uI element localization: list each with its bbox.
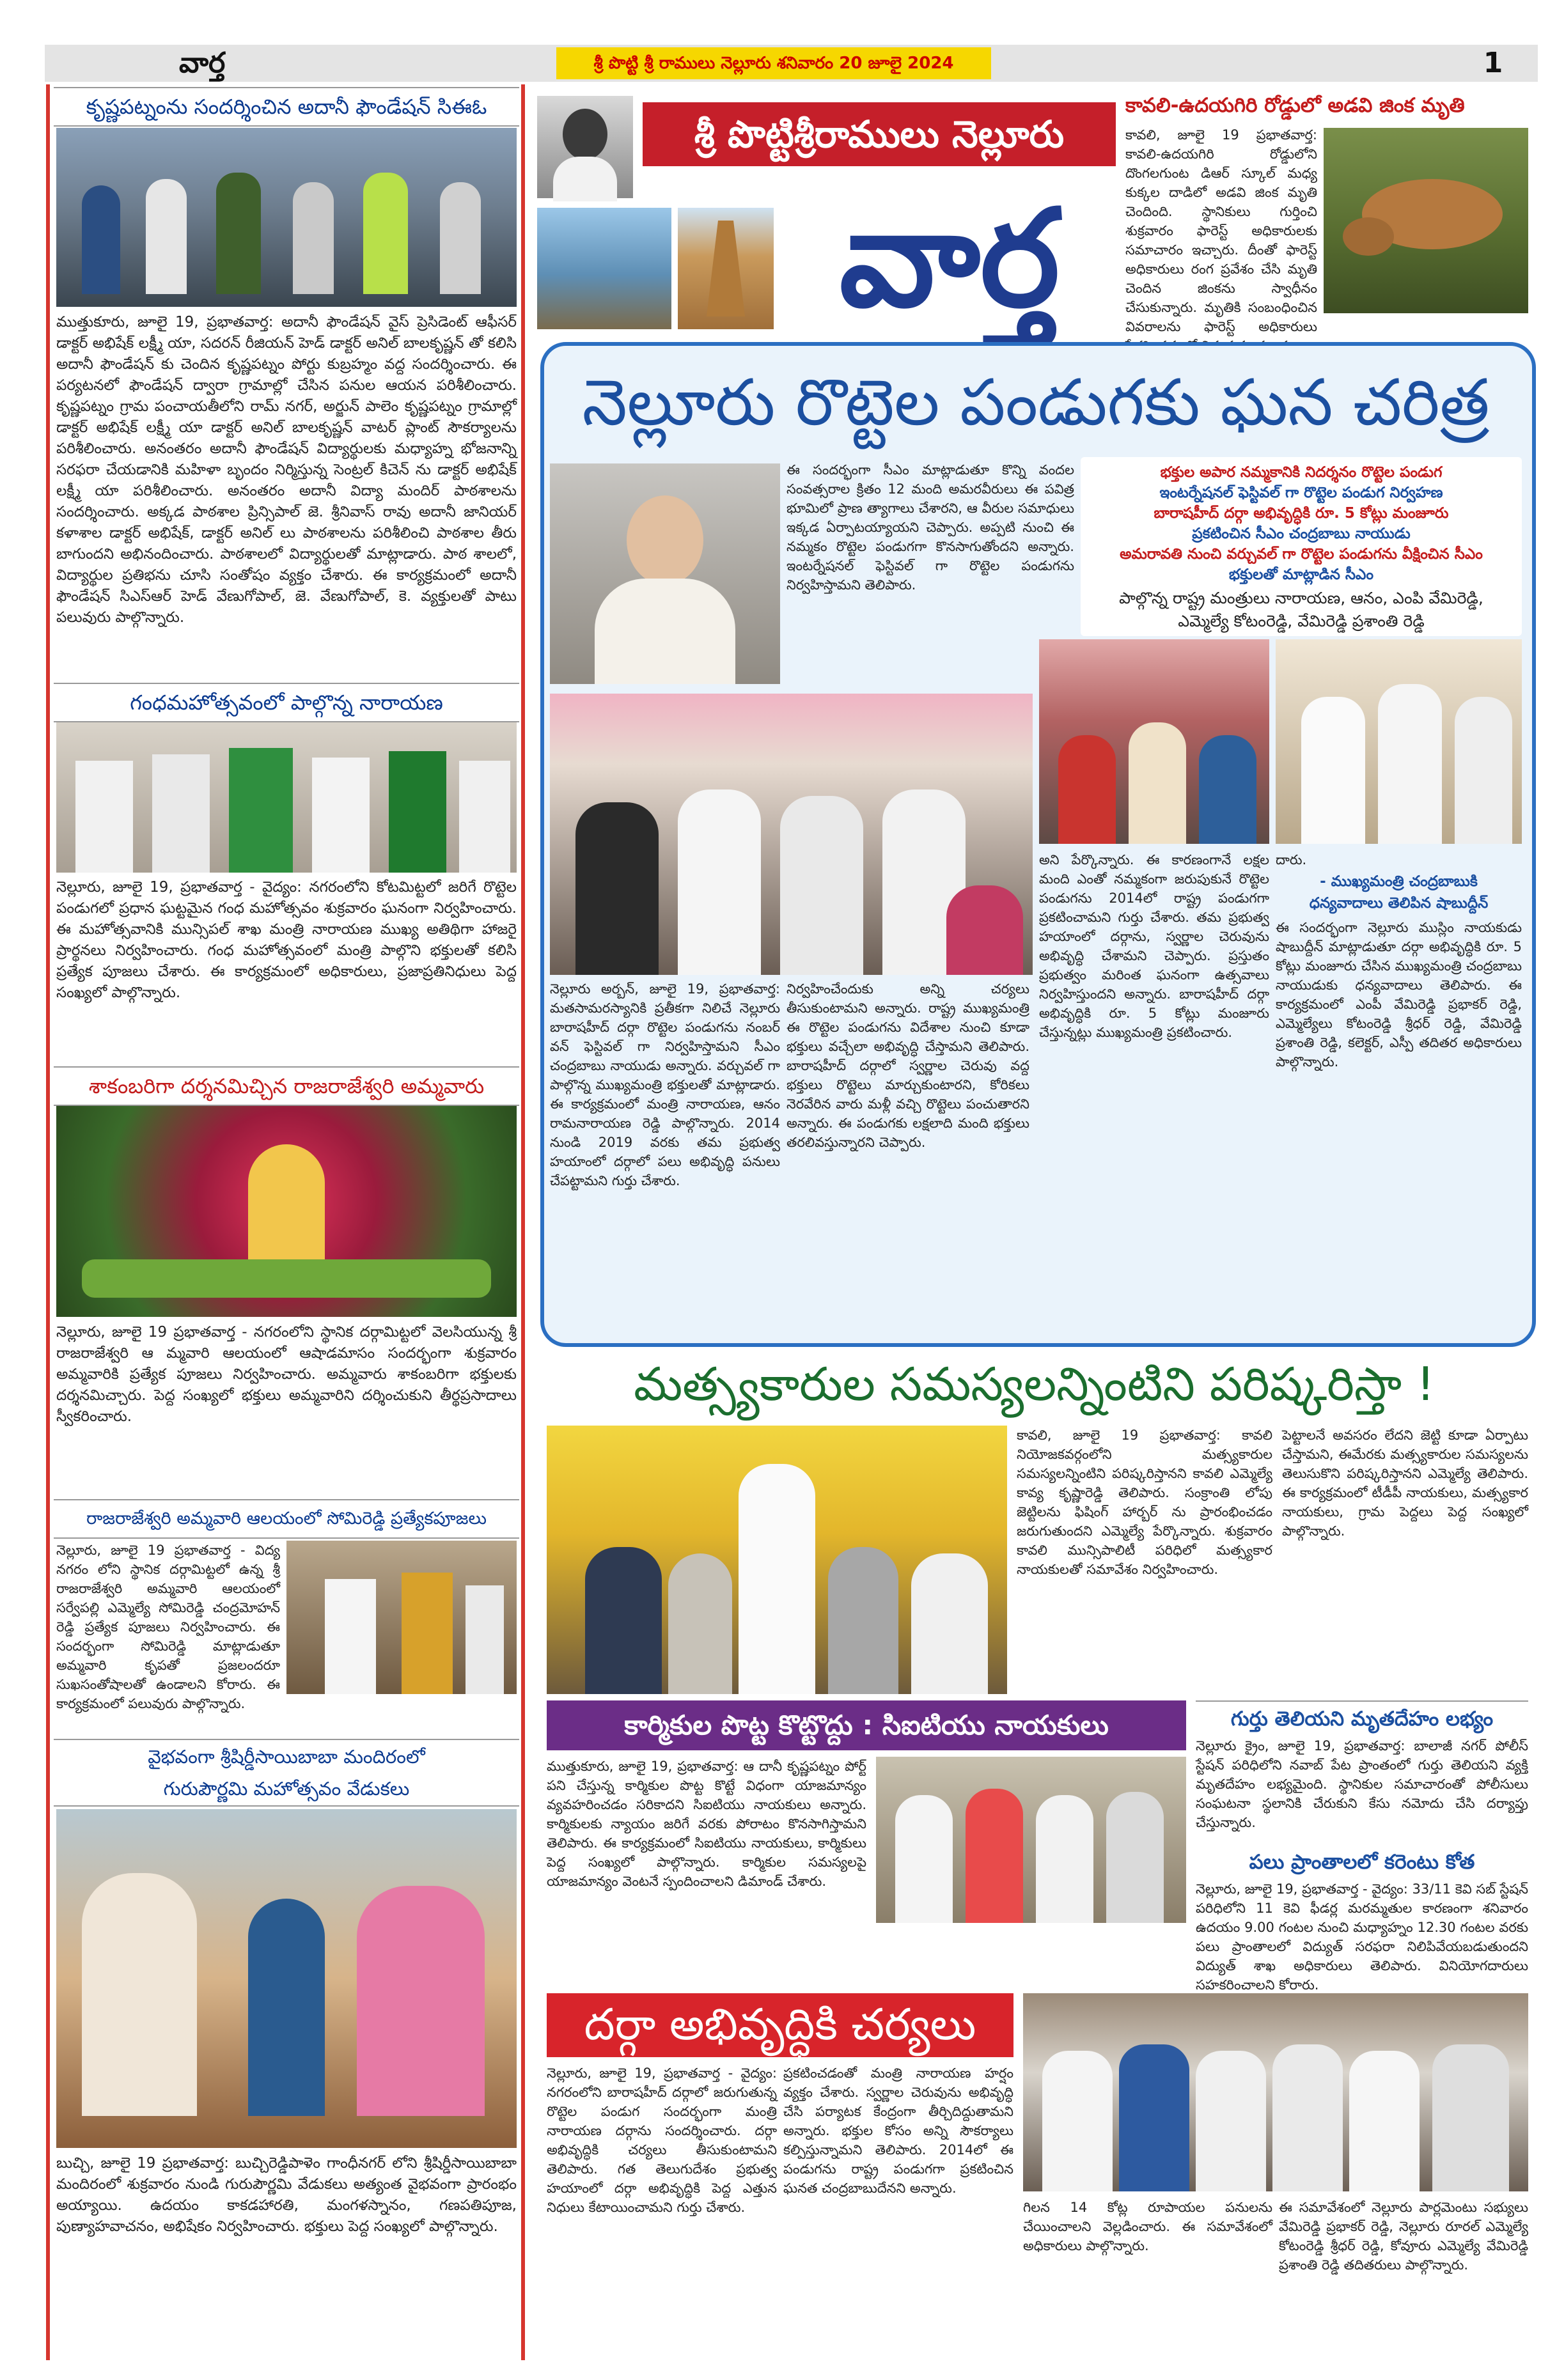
lead-story-col1: నెల్లూరు అర్బన్, జూలై 19, ప్రభాతవార్త: మతసామరస్యానికి ప్రతీకగా నిలిచే నెల్లూరు బారాషహీద్ దర్గా రొట్టెల పండుగను నంబర్ వన్ ఫెస్టివల్ గా నిర్వహిస్తామని సీఎం చంద్రబాబు నాయుడు అన్నారు. వర్చువల్ గా పాల్గొన్న ముఖ్యమంత్రి భక్తులతో మాట్లాడారు. ఈ కార్యక్రమంలో మంత్రి నారాయణ, ఆనం రామనారాయణ రెడ్డి పాల్గొన్నారు. 2014 నుండి 2019 వరకు తమ ప్రభుత్వ హయాంలో దర్గాలో పలు అభివృద్ధి పనులు చేపట్టామని గుర్తు చేశారు. — [550, 981, 780, 1188]
somireddy-story-body: నెల్లూరు, జూలై 19 ప్రభాతవార్త - విద్య నగరం లోని స్థానిక దర్గామిట్టలో ఉన్న శ్రీ రాజరాజేశ్వరి అమ్మవారి ఆలయంలో సర్వేపల్లి ఎమ్మెల్యే సోమిరెడ్డి చంద్రమోహన్ రెడ్డి ప్రత్యేక పూజలు నిర్వహించారు. ఈ సందర్భంగా సోమిరెడ్డి మాట్లాడుతూ అమ్మవారి కృపతో ప్రజలందరూ సుఖసంతోషాలతో ఉండాలని కోరారు. ఈ కార్యక్రమంలో పలువురు పాల్గొన్నారు. — [56, 1543, 280, 1711]
dargah-story-col2: ప్రకటించడంతో మంత్రి నారాయణ హర్షం వ్యక్తం చేశారు. స్వర్ణాల చెరువును అభివృద్ధి చేసి పర్యాటక కేంద్రంగా తీర్చిదిద్దుతామని అన్నారు. భక్తుల కోసం అన్ని సౌకర్యాలు కల్పిస్తున్నామని తెలిపారు. 2014లో ఈ పండుగను రాష్ట్ర పండుగగా ప్రకటించిన ఘనత చంద్రబాబుదేనని అన్నారు. — [783, 2065, 1013, 2196]
lead-story-headline: నెల్లూరు రొట్టెల పండుగకు ఘన చరిత్ర — [582, 365, 1490, 440]
shakambari-story-headline: శాకంబరిగా దర్శనమిచ్చిన రాజరాజేశ్వరి అమ్మవారు — [54, 1066, 519, 1106]
power-story-headline: పలు ప్రాంతాలలో కరెంటు కోత — [1249, 1851, 1475, 1874]
bridge-photo — [537, 208, 671, 329]
sai-story-headline-2: గురుపౌర్ణమి మహోత్సవం వేడుకలు — [54, 1772, 519, 1807]
citu-leaders-photo — [876, 1757, 1186, 1923]
dargah-officials-photo — [1023, 1993, 1528, 2191]
workers-story-headline: కార్మికుల పొట్ట కొట్టొద్దు : సిఐటియు నాయకులు — [624, 1709, 1109, 1741]
highlight-5: అమరావతి నుంచి వర్చువల్ గా రొట్టెల పండుగను వీక్షించిన సీఎం — [1120, 546, 1483, 563]
adani-visit-photo — [56, 128, 517, 307]
lead-story-intro: ఈ సందర్భంగా సీఎం మాట్లాడుతూ కొన్ని వందల సంవత్సరాల క్రితం 12 మంది అమరవీరులు ఈ పవిత్ర భూమిలో ప్రాణ త్యాగాలు చేశారని, ఆ వీరుల సమాధులు ఇక్కడ ఏర్పాటయ్యాయని చెప్పారు. అప్పటి నుంచి ఈ నమ్మకం రొట్టెల పండుగగా కొనసాగుతోందని అన్నారు. ఇంటర్నేషనల్ ఫెస్టివల్ గా రొట్టెల పండుగను నిర్వహిస్తామని తెలిపారు. — [786, 462, 1074, 593]
lead-highlights-box — [1081, 457, 1522, 636]
lead-story-col3: అని పేర్కొన్నారు. ఈ కారణంగానే లక్షల మంది ఎంతో నమ్మకంగా జరుపుకునే రొట్టెల పండుగను 2014లో రాష్ట్ర పండుగగా ప్రకటించామని గుర్తు చేశారు. తమ ప్రభుత్వ హయాంలో దర్గాను, స్వర్ణాల చెరువును అభివృద్ధి చేశామని చెప్పారు. ప్రస్తుతం ప్రభుత్వం మరింత ఘనంగా ఉత్సవాలు నిర్వహిస్తుందని అన్నారు. బారాషహీద్ దర్గా అభివృద్ధికి రూ. 5 కోట్లు మంజూరు చేస్తున్నట్లు ముఖ్యమంత్రి ప్రకటించారు. — [1039, 852, 1269, 1040]
ministers-crowd-photo — [1276, 639, 1522, 844]
thanks-headline-2: ధన్యవాదాలు తెలిపిన షాబుద్దీన్ — [1309, 895, 1489, 912]
dargah-story-col1: నెల్లూరు, జూలై 19, ప్రభాతవార్త - వైద్యం: నగరంలోని బారాషహీద్ దర్గాలో జరుగుతున్న రొట్టెల పండుగ సందర్భంగా మంత్రి నారాయణ దర్గాను సందర్శించారు. దర్గా అభివృద్ధికి చర్యలు తీసుకుంటామని తెలిపారు. గత తెలుగుదేశం ప్రభుత్వ హయాంలో దర్గా అభివృద్ధికి పెద్ద ఎత్తున నిధులు కేటాయించామని గుర్తు చేశారు. — [547, 2065, 777, 2215]
adani-story-headline: కృష్ణపట్నంను సందర్శించిన అదానీ ఫౌండేషన్ సిఈఓ — [54, 87, 519, 127]
gandha-story-body: నెల్లూరు, జూలై 19, ప్రభాతవార్త - వైద్యం: నగరంలోని కోటమిట్టలో జరిగే రొట్టెల పండుగలో ప్రధాన ఘట్టమైన గంధ మహోత్సవం శుక్రవారం ఘనంగా నిర్వహించారు. ఈ మహోత్సవానికి మున్సిపల్ శాఖ మంత్రి నారాయణ ముఖ్య అతిథిగా హాజరై ప్రార్థనలు నిర్వహించారు. గంధ మహోత్సవంలో మంత్రి పాల్గొని భక్తులతో కలిసి ప్రత్యేక పూజలు చేశారు. ఈ కార్యక్రమంలో అధికారులు, ప్రజాప్రతినిధులు పెద్ద సంఖ్యలో పాల్గొన్నారు. — [56, 879, 517, 1001]
somireddy-pooja-photo — [286, 1541, 517, 1694]
potti-sriramulu-portrait — [537, 96, 633, 198]
lead-story-col4: దారు. — [1276, 852, 1307, 867]
dargah-story-col3: గిలన 14 కోట్ల రూపాయల పనులను చేయించాలని వెల్లడించారు. ఈ సమావేశంలో అధికారులు పాల్గొన్నారు. — [1023, 2200, 1272, 2253]
dead-deer-photo — [1324, 128, 1528, 313]
workers-story-body: ముత్తుకూరు, జూలై 19, ప్రభాతవార్త: ఆ దానీ కృష్ణపట్నం పోర్ట్ పని చేస్తున్న కార్మికుల పొట్ట కొట్టే విధంగా యాజమాన్యం వ్యవహరించడం సరికాదని సిఐటియు నాయకులు అన్నారు. కార్మికులకు న్యాయం జరిగే వరకు పోరాటం కొనసాగిస్తామని తెలిపారు. ఈ కార్యక్రమంలో సిఐటియు నాయకులు, కార్మికులు పెద్ద సంఖ్యలో పాల్గొన్నారు. కార్మికుల సమస్యలపై యాజమాన్యం వెంటనే స్పందించాలని డిమాండ్ చేశారు. — [547, 1759, 866, 1889]
page-number: 1 — [1483, 47, 1503, 79]
fishermen-story-body-1: కావలి, జూలై 19 ప్రభాతవార్త: కావలి నియోజకవర్గంలోని మత్స్యకారుల సమస్యలన్నింటిని పరిష్కరిస్తానని కావలి ఎమ్మెల్యే కావ్య కృష్ణారెడ్డి తెలిపారు. సంక్రాంతి లోపు జెట్టిలను ఫిషింగ్ హార్బర్ ను ప్రారంభించడం జరుగుతుందని ఎమ్మెల్యే పేర్కొన్నారు. శుక్రవారం కావలి మున్సిపాలిటీ పరిధిలో మత్స్యకార నాయకులతో సమావేశం నిర్వహించారు. — [1017, 1427, 1272, 1577]
adani-story-body: ముత్తుకూరు, జూలై 19, ప్రభాతవార్త: అదానీ ఫౌండేషన్ వైస్ ప్రెసిడెంట్ ఆఫీసర్ డాక్టర్ అభిషేక్ లక్ష్మీ యా, సదరన్ రీజియన్ హెడ్ డాక్టర్ అనిల్ బాలకృష్ణన్ తో కలిసి అదానీ ఫౌండేషన్ కు చెందిన కృష్ణపట్నం పోర్టు కుబ్రహ్మం వద్ద సందర్శించారు. ఈ పర్యటనలో ఫౌండేషన్ ద్వారా గ్రామాల్లో చేసిన పనుల ఆయన పరిశీలించారు. కృష్ణపట్నం గ్రామ పంచాయతీలోని రామ్ నగర్, అర్జున్ పాలెం కృష్ణపట్నం గ్రామాల్లో డాక్టర్ అభిషేక్ లక్ష్మీ యా డాక్టర్ అనిల్ బాలకృష్ణన్ వాటర్ ప్లాంట్ సౌకర్యాలను పరిశీలించారు. అనంతరం అదానీ ఫౌండేషన్ విద్యార్థులకు మధ్యాహ్న భోజనాన్ని సరఫరా చేయడానికి మహిళా బృందం నిర్మిస్తున్న సెంట్రల్ కిచెన్ ను డాక్టర్ అభిషేక్ లక్ష్మీ యా పరిశీలించారు. అనంతరం అదానీ విద్యా మందిర్ పాఠశాలను సందర్శించారు. అక్కడ పాఠశాల ప్రిన్సిపాల్ జె. శ్రీనివాస్ రావు అదానీ జానియర్ కళాశాల డాక్టర్ అభిషేక్, డాక్టర్ అనిల్ లు పాఠశాలను పరిశీలించి పాఠశాల తీరు బాగుందని అభినందించారు. పాఠశాలలో విద్యార్థులతో మాట్లాడారు. పాఠ శాలలో, విద్యార్థుల ప్రతిభను చూసి సంతోషం వ్యక్తం చేశారు. ఈ కార్యక్రమంలో అదానీ ఫౌండేషన్ సిఎస్ఆర్ హెడ్ వేణుగోపాల్, జె. వేణుగోపాల్, కె. వ్యక్తులతో పాటు పలువురు పాల్గొన్నారు. — [56, 314, 517, 626]
goddess-shakambari-photo — [56, 1106, 517, 1317]
thanks-headline-1: - ముఖ్యమంత్రి చంద్రబాబుకి — [1320, 873, 1478, 890]
highlight-6: భక్తులతో మాట్లాడిన సీఎం — [1228, 566, 1374, 583]
guru-purnima-photo — [56, 1809, 517, 2148]
left-column-border-left — [46, 84, 50, 2360]
masthead-logo-word: వార్త — [839, 180, 1060, 337]
lead-story-col4b: ఈ సందర్భంగా నెల్లూరు ముస్లిం నాయకుడు షాబుద్దీన్ మాట్లాడుతూ దర్గా అభివృద్ధికి రూ. 5 కోట్లు మంజూరు చేసిన ముఖ్యమంత్రి చంద్రబాబు నాయుడుకు ధన్యవాదాలు తెలిపారు. ఈ కార్యక్రమంలో ఎంపీ వేమిరెడ్డి ప్రభాకర్ రెడ్డి, ఎమ్మెల్యేలు కోటంరెడ్డి శ్రీధర్ రెడ్డి, వేమిరెడ్డి ప్రశాంతి రెడ్డి, కలెక్టర్, ఎస్పీ తదితర అధికారులు పాల్గొన్నారు. — [1276, 920, 1522, 1069]
highlight-7: పాల్గొన్న రాష్ట్ర మంత్రులు నారాయణ, ఆనం, ఎంపి వేమిరెడ్డి, — [1119, 589, 1483, 607]
left-column-border-right — [521, 84, 525, 2360]
somireddy-story-headline: రాజరాజేశ్వరి అమ్మవారి ఆలయంలో సోమిరెడ్డి ప్రత్యేకపూజలు — [54, 1499, 519, 1539]
sai-story-body: బుచ్చి, జూలై 19 ప్రభాతవార్త: బుచ్చిరెడ్డిపాళెం గాంధీనగర్ లోని శ్రీషిర్డీసాయిబాబా మందిరంలో శుక్రవారం నుండి గురుపౌర్ణమి వేడుకలు అత్యంత వైభవంగా ప్రారంభం అయ్యాయి. ఉదయం కాకడహారతి, మంగళస్నానం, గణపతిపూజ, పుణ్యాహవాచనం, అభిషేకం నిర్వహించారు. భక్తులు పెద్ద సంఖ్యలో పాల్గొన్నారు. — [56, 2155, 517, 2235]
deadbody-story-headline: గుర్తు తెలియని మృతదేహం లభ్యం — [1230, 1707, 1494, 1731]
gandha-festival-photo — [56, 722, 517, 873]
deadbody-top-rule — [1196, 1700, 1528, 1702]
dargah-story-col4: ఈ సమావేశంలో నెల్లూరు పార్లమెంటు సభ్యులు వేమిరెడ్డి ప్రభాకర్ రెడ్డి, నెల్లూరు రూరల్ ఎమ్మెల్యే కోటంరెడ్డి శ్రీధర్ రెడ్డి, కోవూరు ఎమ్మెల్యే వేమిరెడ్డి ప్రశాంతి రెడ్డి తదితరులు పాల్గొన్నారు. — [1279, 2200, 1528, 2273]
highlight-8: ఎమ్మెల్యే కోటంరెడ్డి, వేమిరెడ్డి ప్రశాంతి రెడ్డి — [1178, 612, 1425, 630]
lead-story-col2: నిర్వహించేందుకు అన్ని చర్యలు తీసుకుంటామని అన్నారు. రాష్ట్ర ముఖ్యమంత్రి ఈ రొట్టెల పండుగను విదేశాల నుంచి కూడా భక్తులు వచ్చేలా అభివృద్ధి చేస్తామని తెలిపారు. బారాషహీద్ దర్గాలో స్వర్ణాల చెరువు వద్ద భక్తులు రొట్టెలు మార్చుకుంటారని, కోరికలు నెరవేరిన వారు మళ్లీ వచ్చి రొట్టెలు పంచుతారని అన్నారు. ఈ పండుగకు లక్షలాది మంది భక్తులు తరలివస్తున్నారని చెప్పారు. — [786, 981, 1029, 1150]
festival-gathering-photo — [550, 694, 1033, 975]
deadbody-story-body: నెల్లూరు క్రైం, జూలై 19, ప్రభాతవార్త: బాలాజీ నగర్ పోలీస్ స్టేషన్ పరిధిలోని నవాబ్ పేట ప్రాంతంలో గుర్తు తెలియని వ్యక్తి మృతదేహం లభ్యమైంది. స్థానికుల సమాచారంతో పోలీసులు సంఘటనా స్థలానికి చేరుకుని కేసు నమోదు చేసి దర్యాప్తు చేస్తున్నారు. — [1196, 1738, 1528, 1830]
highlight-1: భక్తుల అపార నమ్మకానికి నిదర్శనం రొట్టెల పండుగ — [1160, 464, 1443, 481]
sai-story-headline-1: వైభవంగా శ్రీషిర్డీసాయిబాబా మందిరంలో — [54, 1739, 519, 1773]
fishermen-story-body-2: పెట్టాలనే అవసరం లేదని జెట్టి కూడా ఏర్పాటు చేస్తామని, ఈమేరకు మత్స్యకారుల సమస్యలను తెలుసుకొని పరిష్కరిస్తానని ఎమ్మెల్యే తెలిపారు. ఈ కార్యక్రమంలో టీడీపీ నాయకులు, మత్స్యకార నాయకులు, గ్రామ పెద్దలు పెద్ద సంఖ్యలో పాల్గొన్నారు. — [1282, 1427, 1528, 1539]
deer-story-headline: కావలి-ఉదయగిరి రోడ్డులో అడవి జింక మృతి — [1125, 94, 1465, 117]
date-line: శ్రీ పొట్టి శ్రీ రాములు నెల్లూరు శనివారం 20 జూలై 2024 — [556, 47, 991, 79]
gandha-story-headline: గంధమహోత్సవంలో పాల్గొన్న నారాయణ — [54, 683, 519, 722]
fishermen-story-headline: మత్స్యకారుల సమస్యలన్నింటిని పరిష్కరిస్తా ! — [634, 1357, 1435, 1411]
edition-banner: శ్రీ పొట్టిశ్రీరాములు నెల్లూరు — [694, 113, 1065, 156]
crowd-women-photo — [1039, 639, 1269, 844]
temple-gopuram-photo — [678, 208, 774, 329]
power-story-body: నెల్లూరు, జూలై 19, ప్రభాతవార్త - వైద్యం: 33/11 కెవి సబ్ స్టేషన్ పరిధిలోని 11 కెవి ఫీడర్ల మరమ్మతుల కారణంగా శనివారం ఉదయం 9.00 గంటల నుంచి మధ్యాహ్నం 12.30 గంటల వరకు పలు ప్రాంతాలలో విద్యుత్ సరఫరా నిలిపివేయబడుతుందని విద్యుత్ శాఖ అధికారులు తెలిపారు. వినియోగదారులు సహకరించాలని కోరారు. — [1196, 1881, 1528, 1993]
dargah-story-headline: దర్గా అభివృద్ధికి చర్యలు — [584, 2000, 976, 2050]
highlight-2: ఇంటర్నేషనల్ ఫెస్టివల్ గా రొట్టెల పండుగ నిర్వహణ — [1159, 485, 1443, 501]
highlight-4: ప్రకటించిన సీఎం చంద్రబాబు నాయుడు — [1192, 525, 1411, 542]
highlight-3: బారాషహీద్ దర్గా అభివృద్ధికి రూ. 5 కోట్లు మంజూరు — [1154, 505, 1449, 522]
fishermen-meeting-photo — [547, 1426, 1007, 1694]
shakambari-story-body: నెల్లూరు, జూలై 19 ప్రభాతవార్త - నగరంలోని స్థానిక దర్గామిట్టలో వెలసియున్న శ్రీ రాజరాజేశ్వరి ఆ మ్మవారి ఆలయంలో ఆషాడమాసం సందర్భంగా శుక్రవారం అమ్మవారికి ప్రత్యేక పూజలు నిర్వహించారు. అమ్మవారు శాకంబరిగా భక్తులకు దర్శనమిచ్చారు. పెద్ద సంఖ్యలో భక్తులు అమ్మవారిని దర్శించుకుని తీర్థప్రసాదాలు స్వీకరించారు. — [56, 1324, 517, 1425]
deer-story-body: కావలి, జూలై 19 ప్రభాతవార్త: కావలి-ఉదయగిరి రోడ్డులోని దొంగలగుంట డిఆర్ స్కూల్ మధ్య కుక్కల దాడిలో అడవి జింక మృతి చెందింది. స్థానికులు గుర్తించి శుక్రవారం ఫారెస్ట్ అధికారులకు సమాచారం ఇచ్చారు. దీంతో ఫారెస్ట్ అధికారులు రంగ ప్రవేశం చేసి మృతి చెందిన జింకను స్వాధీనం చేసుకున్నారు. మృతికి సంబంధించిన వివరాలను ఫారెస్ట్ అధికారులు — [1125, 127, 1317, 334]
masthead-small-logo: వార్త — [179, 47, 226, 79]
masthead-block — [531, 89, 1119, 336]
cm-chandrababu-photo — [550, 463, 780, 684]
